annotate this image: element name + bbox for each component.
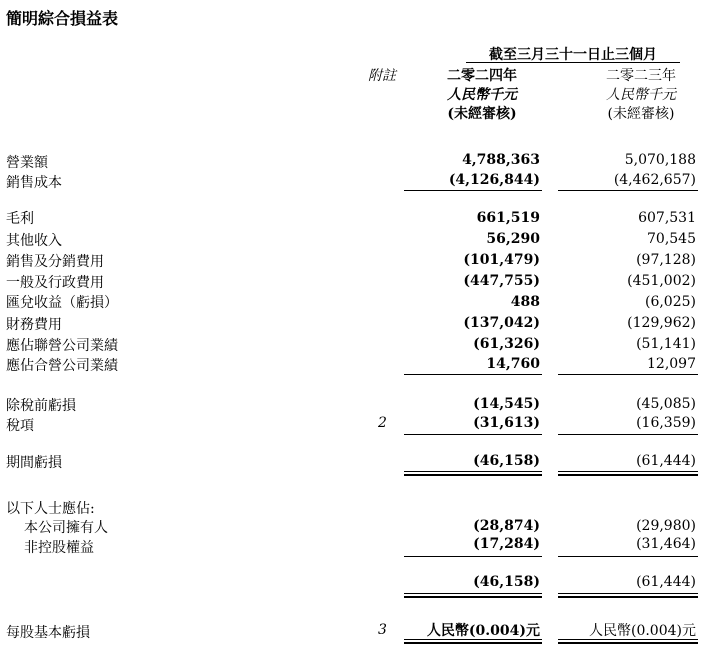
- row-value-2024-loss-before-tax: (14,545): [473, 396, 540, 412]
- row-label-loss-before-tax: 除稅前虧損: [6, 398, 76, 414]
- row-label-basic-loss-per-share: 每股基本虧損: [6, 625, 90, 641]
- row-value-2024-owners: (28,874): [473, 518, 540, 534]
- row-value-2024-share-joint-ventures: 14,760: [486, 356, 540, 372]
- row-value-2023-share-joint-ventures: 12,097: [647, 356, 696, 372]
- row-label-exchange-gain-loss: 匯兌收益（虧損）: [6, 295, 118, 311]
- period-header: 截至三月三十一日止三個月: [489, 47, 657, 63]
- row-label-taxation: 稅項: [6, 418, 34, 434]
- row-value-2024-selling-expenses: (101,479): [463, 252, 540, 268]
- row-value-2023-taxation: (16,359): [636, 415, 696, 431]
- row-label-attributable-to: 以下人士應佔:: [6, 501, 95, 517]
- row-label-admin-expenses: 一般及行政費用: [6, 275, 104, 291]
- row-value-2023-non-controlling: (31,464): [636, 536, 696, 552]
- row-value-2023-owners: (29,980): [636, 518, 696, 534]
- row-note-basic-loss-per-share: 3: [378, 622, 387, 638]
- row-label-cost-of-sales: 銷售成本: [6, 175, 62, 191]
- col-2024-year: 二零二四年: [447, 68, 517, 84]
- row-value-2024-loss-for-period: (46,158): [473, 453, 540, 469]
- row-value-2023-loss-for-period: (61,444): [636, 453, 696, 469]
- subtotal-rule: [558, 556, 698, 557]
- total-double-rule: [558, 639, 698, 644]
- row-value-2023-gross-profit: 607,531: [638, 210, 696, 226]
- row-label-other-income: 其他收入: [6, 233, 62, 249]
- row-label-finance-costs: 財務費用: [6, 317, 62, 333]
- subtotal-rule: [558, 434, 698, 435]
- total-double-rule: [404, 593, 542, 598]
- row-value-2024-gross-profit: 661,519: [476, 210, 540, 226]
- total-double-rule: [404, 639, 542, 644]
- row-label-non-controlling: 非控股權益: [24, 540, 94, 556]
- col-2024-unit: 人民幣千元: [447, 87, 517, 103]
- row-label-owners: 本公司擁有人: [24, 520, 108, 536]
- row-value-2023-basic-loss-per-share: 人民幣(0.004)元: [588, 623, 696, 639]
- subtotal-rule: [404, 374, 542, 375]
- row-label-gross-profit: 毛利: [6, 211, 34, 227]
- row-value-2024-basic-loss-per-share: 人民幣(0.004)元: [426, 623, 540, 639]
- row-value-2024-non-controlling: (17,284): [473, 536, 540, 552]
- row-note-taxation: 2: [378, 415, 387, 431]
- row-value-2024-revenue: 4,788,363: [462, 152, 540, 168]
- subtotal-rule: [404, 190, 542, 191]
- row-value-2023-exchange-gain-loss: (6,025): [644, 294, 696, 310]
- row-value-2024-cost-of-sales: (4,126,844): [448, 172, 540, 188]
- statement-title: 簡明綜合損益表: [6, 9, 119, 28]
- row-value-2023-loss-before-tax: (45,085): [636, 396, 696, 412]
- subtotal-rule: [404, 434, 542, 435]
- row-value-2023-share-associates: (51,141): [636, 336, 696, 352]
- subtotal-rule: [404, 556, 542, 557]
- subtotal-rule: [558, 374, 698, 375]
- subtotal-rule: [558, 190, 698, 191]
- row-value-2024-admin-expenses: (447,755): [463, 273, 540, 289]
- row-value-2023-selling-expenses: (97,128): [636, 252, 696, 268]
- row-value-2023-cost-of-sales: (4,462,657): [613, 172, 696, 188]
- col-2023-year: 二零二三年: [606, 68, 676, 84]
- note-column-header: 附註: [368, 68, 396, 84]
- total-double-rule: [558, 471, 698, 476]
- row-value-2023-admin-expenses: (451,002): [627, 273, 696, 289]
- col-2023-unit: 人民幣千元: [606, 87, 676, 103]
- row-label-share-joint-ventures: 應佔合營公司業績: [6, 358, 118, 374]
- row-value-2023-revenue: 5,070,188: [624, 152, 696, 168]
- row-label-selling-expenses: 銷售及分銷費用: [6, 254, 104, 270]
- row-value-2024-other-income: 56,290: [486, 231, 540, 247]
- row-value-2023-finance-costs: (129,962): [627, 315, 696, 331]
- total-double-rule: [404, 471, 542, 476]
- total-double-rule: [558, 593, 698, 598]
- period-underline: [466, 62, 680, 63]
- row-value-2024-exchange-gain-loss: 488: [510, 294, 540, 310]
- col-2024-status: (未經審核): [447, 106, 517, 122]
- row-value-2024-total-attributable: (46,158): [473, 574, 540, 590]
- row-label-revenue: 營業額: [6, 155, 48, 171]
- row-value-2024-finance-costs: (137,042): [463, 315, 540, 331]
- col-2023-status: (未經審核): [607, 106, 675, 122]
- row-value-2024-share-associates: (61,326): [473, 336, 540, 352]
- row-value-2023-total-attributable: (61,444): [636, 574, 696, 590]
- row-label-loss-for-period: 期間虧損: [6, 455, 62, 471]
- row-label-share-associates: 應佔聯營公司業績: [6, 338, 118, 354]
- row-value-2024-taxation: (31,613): [473, 415, 540, 431]
- row-value-2023-other-income: 70,545: [647, 231, 696, 247]
